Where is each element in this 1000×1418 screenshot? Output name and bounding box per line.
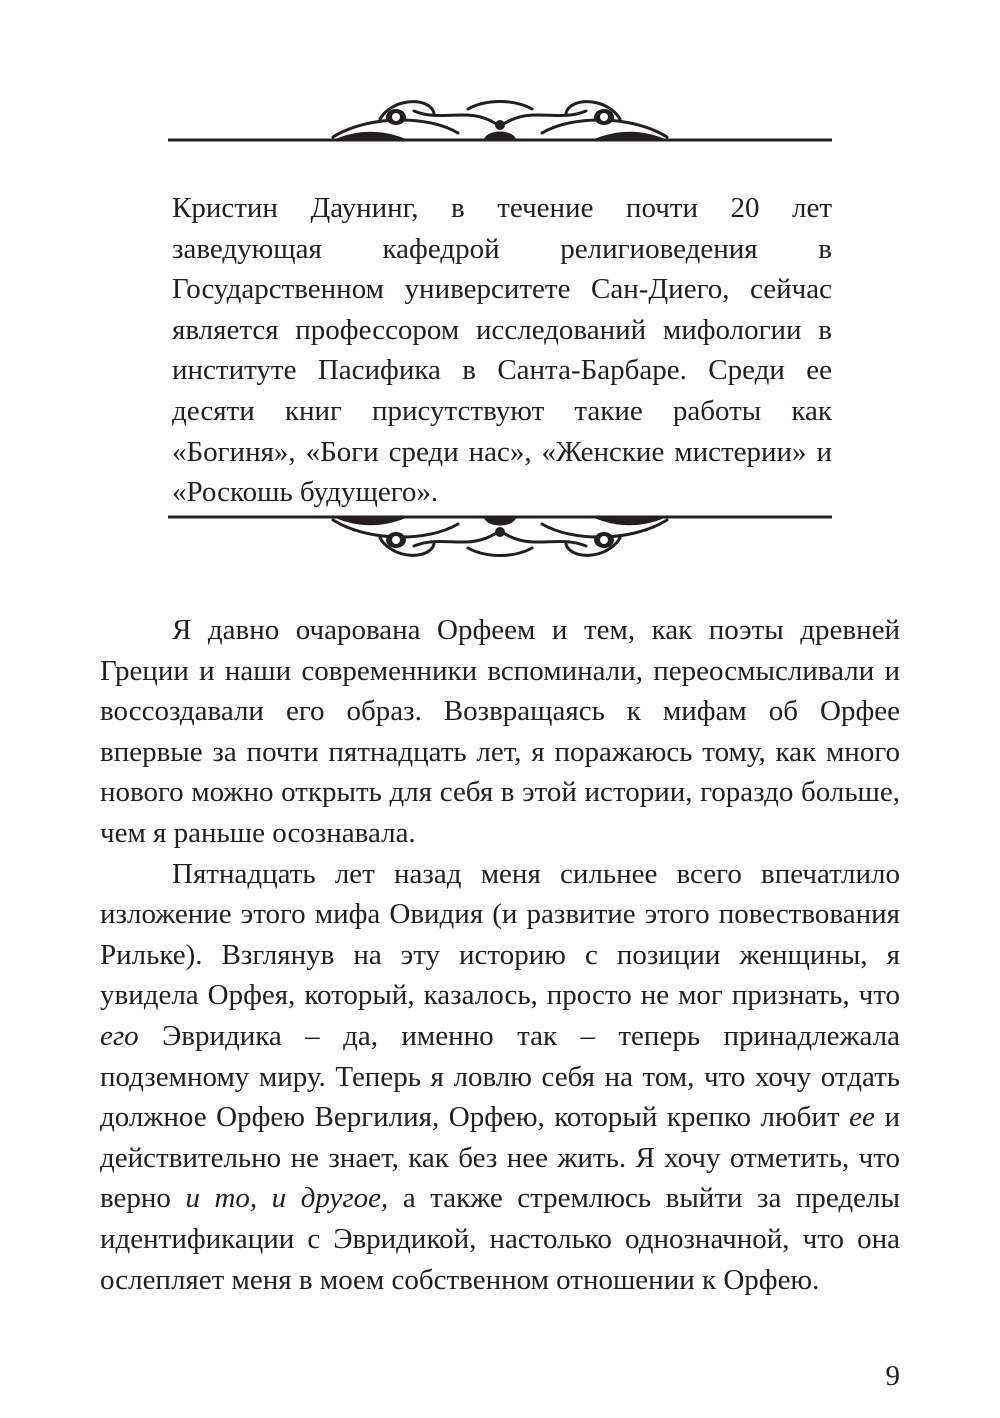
main-text <box>100 610 900 1300</box>
author-bio <box>172 188 832 513</box>
emphasis-his: его <box>100 1019 139 1052</box>
page-number: 9 <box>885 1360 900 1392</box>
flourish-ornament-icon <box>168 505 832 565</box>
author-bio-text: Кристин Даунинг, в течение почти 20 лет заведующая кафедрой религиоведения в Государственном университете Сан-Диего, сейчас является профессором исследований мифологии в институте Пасифика в Санта-Барбаре. Среди ее десяти книг присутствуют такие работы как «Богиня», «Боги среди нас», «Женские мистерии» и «Роскошь будущего». <box>172 192 832 509</box>
paragraph-2 <box>100 854 900 1301</box>
flourish-ornament-icon <box>168 95 832 155</box>
bottom-ornament-divider <box>168 505 832 565</box>
paragraph-2-part-4: а также стремлюсь выйти за пределы идентификации с Эвридикой, настолько однозначной, что она ослепляет меня в моем собственном отношении к Орфею. <box>100 1182 900 1296</box>
paragraph-2-part-2: Эвридика – да, именно так – теперь принадлежала подземному миру. Теперь я ловлю себя на том, что хочу отдать должное Орфею Вергилия, Орфею, который крепко любит <box>100 1019 900 1134</box>
top-ornament-divider <box>168 95 832 155</box>
emphasis-her: ее <box>849 1101 875 1134</box>
paragraph-2-part-1: Пятнадцать лет назад меня сильнее всего впечатлило изложение этого мифа Овидия (и развитие этого повествования Рильке). Взглянув на эту историю с позиции женщины, я увидела Орфея, который, казалось, просто не мог признать, что <box>100 857 900 1012</box>
paragraph-2-part-3: и действительно не знает, как без нее жить. Я хочу отметить, что верно <box>100 1101 900 1215</box>
paragraph-1: Я давно очарована Орфеем и тем, как поэты древней Греции и наши современники вспоминали, переосмысливали и воссоздавали его образ. Возвращаясь к мифам об Орфее впервые за почти пятнадцать лет, я поражаюсь тому, как много нового можно открыть для себя в этой истории, гораздо больше, чем я раньше осознавала. <box>100 614 900 849</box>
emphasis-both: и то, и другое, <box>185 1182 389 1215</box>
